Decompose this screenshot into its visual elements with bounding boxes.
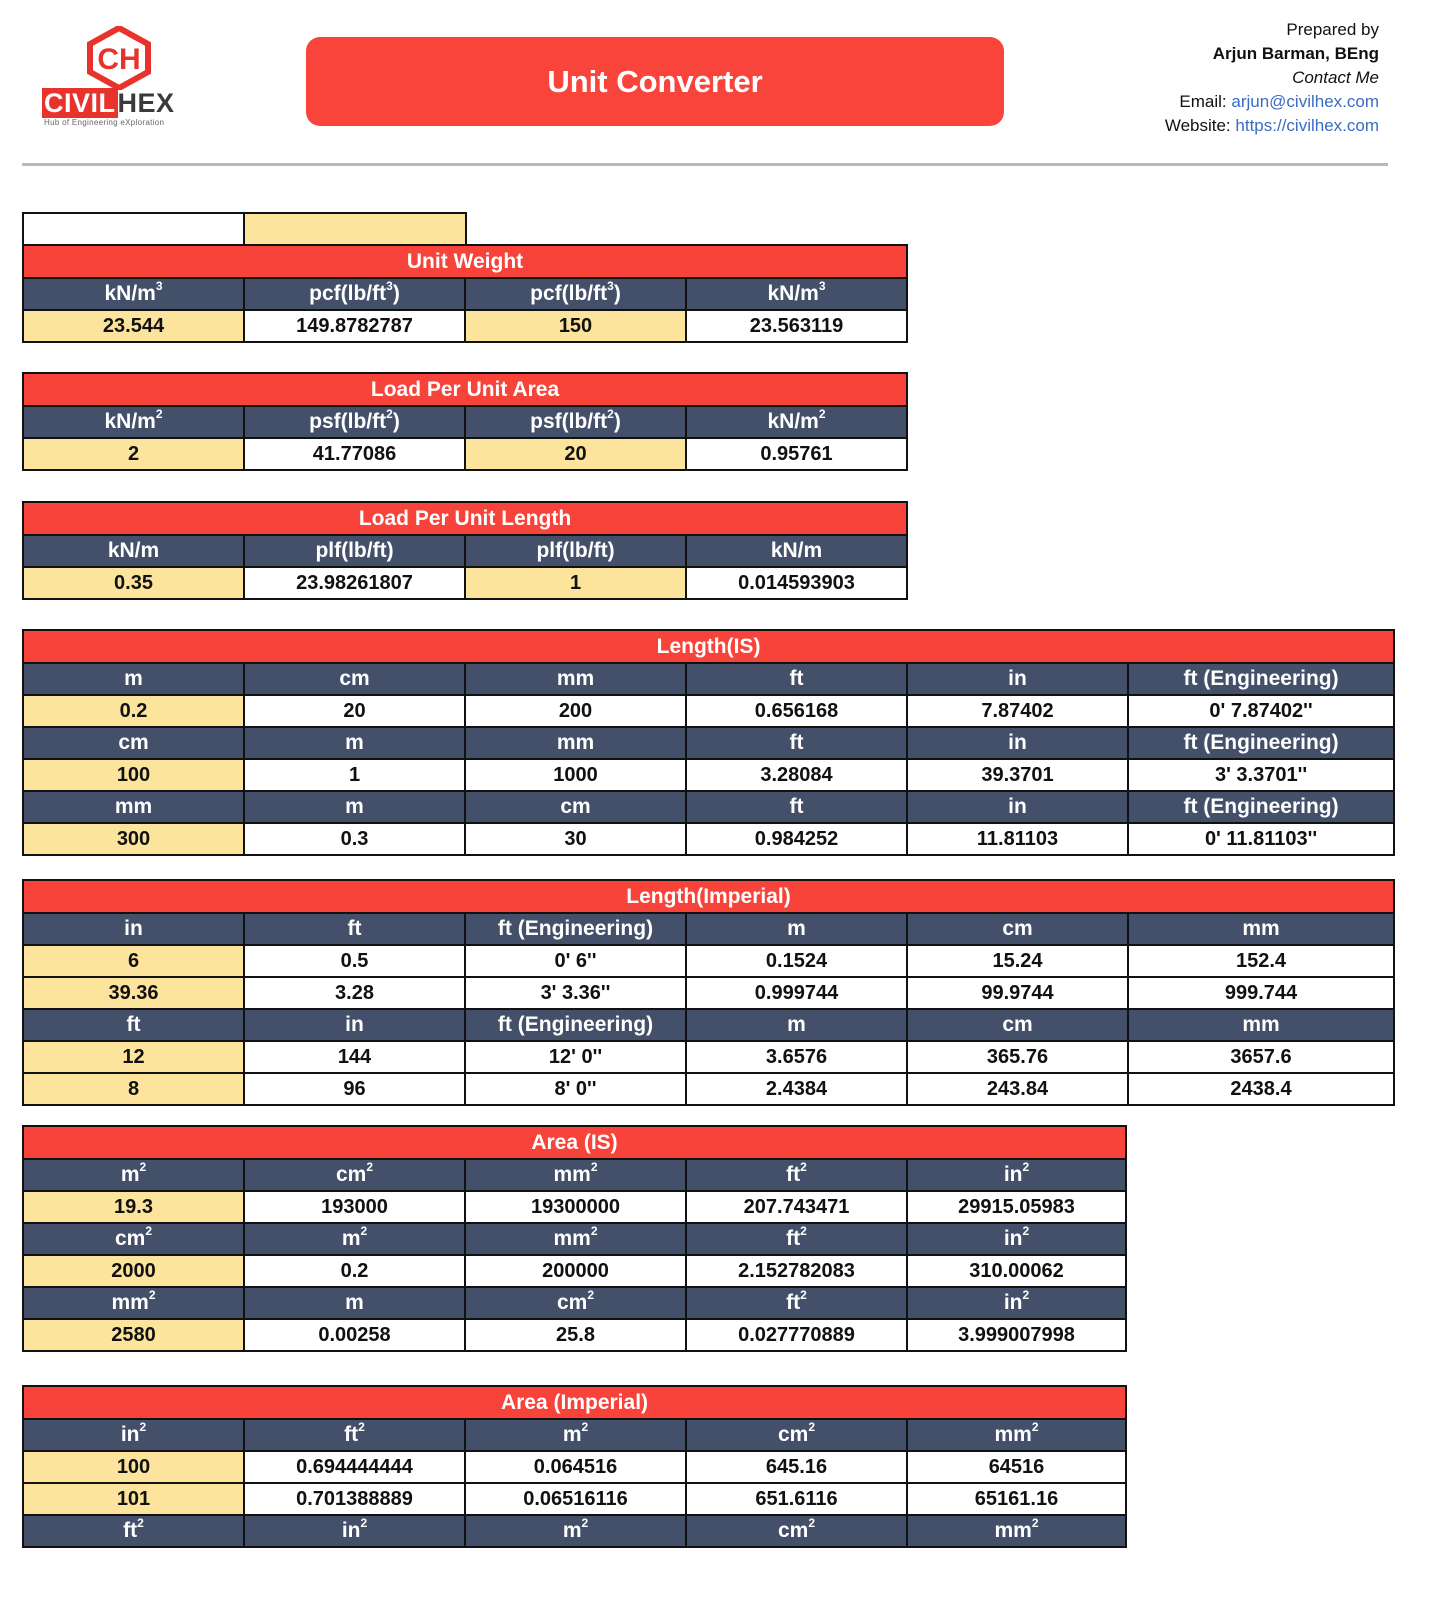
input-cell[interactable]: 1 (465, 567, 686, 599)
section-title: Area (IS) (23, 1126, 1126, 1159)
result-cell: 0.701388889 (244, 1483, 465, 1515)
column-header: $ft^2$ (244, 1419, 465, 1451)
column-header: cm (244, 663, 465, 695)
column-header: $m^2$ (465, 1419, 686, 1451)
result-cell: 200000 (465, 1255, 686, 1287)
column-header: $mm^2$ (465, 1159, 686, 1191)
column-header: $ft^2$ (686, 1287, 907, 1319)
result-cell: 0.00258 (244, 1319, 465, 1351)
load-per-unit-length-table (22, 501, 908, 600)
input-cell[interactable]: 100 (23, 759, 244, 791)
input-cell[interactable]: 300 (23, 823, 244, 855)
result-cell: 12' 0'' (465, 1041, 686, 1073)
column-header: ft (686, 663, 907, 695)
column-header: m (686, 913, 907, 945)
column-header: $ft^2$ (686, 1223, 907, 1255)
author-name: Arjun Barman, BEng (1212, 44, 1379, 63)
result-cell: 3657.6 (1128, 1041, 1394, 1073)
header-row (23, 727, 1394, 759)
input-color-swatch (244, 213, 466, 245)
table-row (23, 1191, 1126, 1223)
column-header: $in^2$ (244, 1515, 465, 1547)
result-cell: 23.98261807 (244, 567, 465, 599)
table-row (23, 823, 1394, 855)
column-header: kN/m (23, 535, 244, 567)
column-header: ft (686, 791, 907, 823)
page-title: Unit Converter (306, 37, 1004, 126)
column-header: ft (Engineering) (465, 1009, 686, 1041)
result-cell: 0.027770889 (686, 1319, 907, 1351)
column-header: ft (Engineering) (1128, 791, 1394, 823)
unit-weight-table (22, 244, 908, 343)
column-header: $psf(lb/ft^2)$ (465, 406, 686, 438)
logo-wordmark: CIVILHEX (44, 88, 175, 118)
column-header: mm (465, 727, 686, 759)
result-cell: 41.77086 (244, 438, 465, 470)
column-header: cm (465, 791, 686, 823)
result-cell: 999.744 (1128, 977, 1394, 1009)
column-header: ft (23, 1009, 244, 1041)
result-cell: 96 (244, 1073, 465, 1105)
result-cell: 8' 0'' (465, 1073, 686, 1105)
hexagon-logo-icon (86, 26, 152, 90)
result-cell: 645.16 (686, 1451, 907, 1483)
column-header: $m^2$ (23, 1159, 244, 1191)
column-header: cm (907, 1009, 1128, 1041)
result-cell: 1000 (465, 759, 686, 791)
header-row (23, 1419, 1126, 1451)
result-cell: 30 (465, 823, 686, 855)
column-header: $cm^2$ (244, 1159, 465, 1191)
input-cell[interactable]: 101 (23, 1483, 244, 1515)
column-header: $mm^2$ (907, 1419, 1126, 1451)
input-cell[interactable]: 12 (23, 1041, 244, 1073)
header-row (23, 1159, 1126, 1191)
header-row (23, 1223, 1126, 1255)
column-header: $in^2$ (907, 1287, 1126, 1319)
column-header: $psf(lb/ft^2)$ (244, 406, 465, 438)
column-header: $cm^2$ (686, 1515, 907, 1547)
section-title: Load Per Unit Area (23, 373, 907, 406)
logo-tagline: Hub of Engineering eXploration (44, 118, 165, 127)
column-header: $m^2$ (244, 1223, 465, 1255)
result-cell: 3' 3.36'' (465, 977, 686, 1009)
result-cell: 0.1524 (686, 945, 907, 977)
result-cell: 0.656168 (686, 695, 907, 727)
input-cell[interactable]: 8 (23, 1073, 244, 1105)
result-cell: 365.76 (907, 1041, 1128, 1073)
area-is-table (22, 1125, 1127, 1352)
table-row (23, 1451, 1126, 1483)
column-header: $cm^2$ (465, 1287, 686, 1319)
load-per-unit-area-table (22, 372, 908, 471)
column-header: m (686, 1009, 907, 1041)
column-header: $in^2$ (907, 1223, 1126, 1255)
column-header: $in^2$ (23, 1419, 244, 1451)
result-cell: 0.064516 (465, 1451, 686, 1483)
input-cell[interactable]: 2 (23, 438, 244, 470)
result-cell: 310.00062 (907, 1255, 1126, 1287)
result-cell: 65161.16 (907, 1483, 1126, 1515)
column-header: $cm^2$ (23, 1223, 244, 1255)
column-header: ft (Engineering) (465, 913, 686, 945)
header-row (23, 1009, 1394, 1041)
column-header: ft (Engineering) (1128, 727, 1394, 759)
column-header: $pcf(lb/ft^3)$ (244, 278, 465, 310)
column-header: $m^2$ (465, 1515, 686, 1547)
website-link[interactable]: https://civilhex.com (1235, 116, 1379, 135)
logo-letters: CH (97, 43, 141, 76)
table-row (23, 759, 1394, 791)
result-cell: 99.9744 (907, 977, 1128, 1009)
column-header: in (907, 791, 1128, 823)
result-cell: 7.87402 (907, 695, 1128, 727)
column-header: $in^2$ (907, 1159, 1126, 1191)
header-row (23, 663, 1394, 695)
column-header: cm (907, 913, 1128, 945)
result-cell: 0' 6'' (465, 945, 686, 977)
result-cell: 2.152782083 (686, 1255, 907, 1287)
legend-label (23, 213, 244, 245)
section-title: Load Per Unit Length (23, 502, 907, 535)
result-cell: 0' 11.81103'' (1128, 823, 1394, 855)
column-header: $kN/m^2$ (686, 406, 907, 438)
header-row (23, 913, 1394, 945)
result-cell: 1 (244, 759, 465, 791)
result-cell: 0.014593903 (686, 567, 907, 599)
column-header: in (244, 1009, 465, 1041)
result-cell: 0.5 (244, 945, 465, 977)
input-cell[interactable]: 150 (465, 310, 686, 342)
column-header: $kN/m^3$ (686, 278, 907, 310)
column-header: $kN/m^2$ (23, 406, 244, 438)
column-header: $ft^2$ (23, 1515, 244, 1547)
result-cell: 25.8 (465, 1319, 686, 1351)
column-header: m (244, 727, 465, 759)
result-cell: 193000 (244, 1191, 465, 1223)
input-cell[interactable]: 19.3 (23, 1191, 244, 1223)
column-header: in (907, 727, 1128, 759)
email-line: Email: arjun@civilhex.com (1179, 92, 1379, 111)
column-header: mm (1128, 1009, 1394, 1041)
input-cell[interactable]: 0.2 (23, 695, 244, 727)
area-imperial-table (22, 1385, 1127, 1548)
column-header: mm (1128, 913, 1394, 945)
column-header: m (244, 1287, 465, 1319)
column-header: kN/m (686, 535, 907, 567)
result-cell: 144 (244, 1041, 465, 1073)
column-header: ft (686, 727, 907, 759)
result-cell: 29915.05983 (907, 1191, 1126, 1223)
length-imperial-table (22, 879, 1395, 1106)
column-header: plf(lb/ft) (465, 535, 686, 567)
column-header: in (23, 913, 244, 945)
table-row (23, 945, 1394, 977)
column-header: m (23, 663, 244, 695)
result-cell: 0.06516116 (465, 1483, 686, 1515)
input-cell[interactable]: 20 (465, 438, 686, 470)
contact-label: Contact Me (1292, 68, 1379, 87)
result-cell: 3' 3.3701'' (1128, 759, 1394, 791)
result-cell: 0' 7.87402'' (1128, 695, 1394, 727)
civilhex-logo (40, 26, 200, 131)
column-header: plf(lb/ft) (244, 535, 465, 567)
result-cell: 3.6576 (686, 1041, 907, 1073)
result-cell: 0.95761 (686, 438, 907, 470)
column-header: $cm^2$ (686, 1419, 907, 1451)
result-cell: 200 (465, 695, 686, 727)
result-cell: 23.563119 (686, 310, 907, 342)
section-title: Area (Imperial) (23, 1386, 1126, 1419)
input-cell[interactable]: 23.544 (23, 310, 244, 342)
result-cell: 2438.4 (1128, 1073, 1394, 1105)
result-cell: 152.4 (1128, 945, 1394, 977)
result-cell: 0.999744 (686, 977, 907, 1009)
result-cell: 0.2 (244, 1255, 465, 1287)
result-cell: 3.999007998 (907, 1319, 1126, 1351)
input-cell[interactable]: 2580 (23, 1319, 244, 1351)
table-row (23, 1483, 1126, 1515)
result-cell: 651.6116 (686, 1483, 907, 1515)
column-header: $ft^2$ (686, 1159, 907, 1191)
input-cell[interactable]: 0.35 (23, 567, 244, 599)
result-cell: 2.4384 (686, 1073, 907, 1105)
email-link[interactable]: arjun@civilhex.com (1231, 92, 1379, 111)
author-info (1165, 18, 1379, 138)
input-cell[interactable]: 39.36 (23, 977, 244, 1009)
column-header: $mm^2$ (465, 1223, 686, 1255)
result-cell: 11.81103 (907, 823, 1128, 855)
result-cell: 64516 (907, 1451, 1126, 1483)
input-color-legend (22, 212, 467, 246)
column-header: ft (244, 913, 465, 945)
result-cell: 0.3 (244, 823, 465, 855)
section-title: Length(IS) (23, 630, 1394, 663)
header-row (23, 791, 1394, 823)
table-row (23, 1073, 1394, 1105)
table-row (23, 1041, 1394, 1073)
result-cell: 243.84 (907, 1073, 1128, 1105)
column-header: ft (Engineering) (1128, 663, 1394, 695)
column-header: $mm^2$ (907, 1515, 1126, 1547)
result-cell: 0.984252 (686, 823, 907, 855)
column-header: $pcf(lb/ft^3)$ (465, 278, 686, 310)
table-row (23, 1319, 1126, 1351)
column-header: $kN/m^3$ (23, 278, 244, 310)
table-row (23, 695, 1394, 727)
result-cell: 149.8782787 (244, 310, 465, 342)
input-cell[interactable]: 2000 (23, 1255, 244, 1287)
result-cell: 19300000 (465, 1191, 686, 1223)
section-title: Unit Weight (23, 245, 907, 278)
length-is-table (22, 629, 1395, 856)
column-header: cm (23, 727, 244, 759)
result-cell: 207.743471 (686, 1191, 907, 1223)
result-cell: 15.24 (907, 945, 1128, 977)
header-divider (22, 163, 1388, 166)
input-cell[interactable]: 6 (23, 945, 244, 977)
input-cell[interactable]: 100 (23, 1451, 244, 1483)
column-header: m (244, 791, 465, 823)
column-header: $mm^2$ (23, 1287, 244, 1319)
section-title: Length(Imperial) (23, 880, 1394, 913)
header-row (23, 1515, 1126, 1547)
result-cell: 3.28 (244, 977, 465, 1009)
column-header: mm (465, 663, 686, 695)
table-row (23, 977, 1394, 1009)
result-cell: 20 (244, 695, 465, 727)
table-row (23, 1255, 1126, 1287)
column-header: mm (23, 791, 244, 823)
result-cell: 3.28084 (686, 759, 907, 791)
prepared-by-label: Prepared by (1286, 20, 1379, 39)
website-line: Website: https://civilhex.com (1164, 116, 1379, 135)
result-cell: 39.3701 (907, 759, 1128, 791)
header-row (23, 1287, 1126, 1319)
column-header: in (907, 663, 1128, 695)
result-cell: 0.694444444 (244, 1451, 465, 1483)
